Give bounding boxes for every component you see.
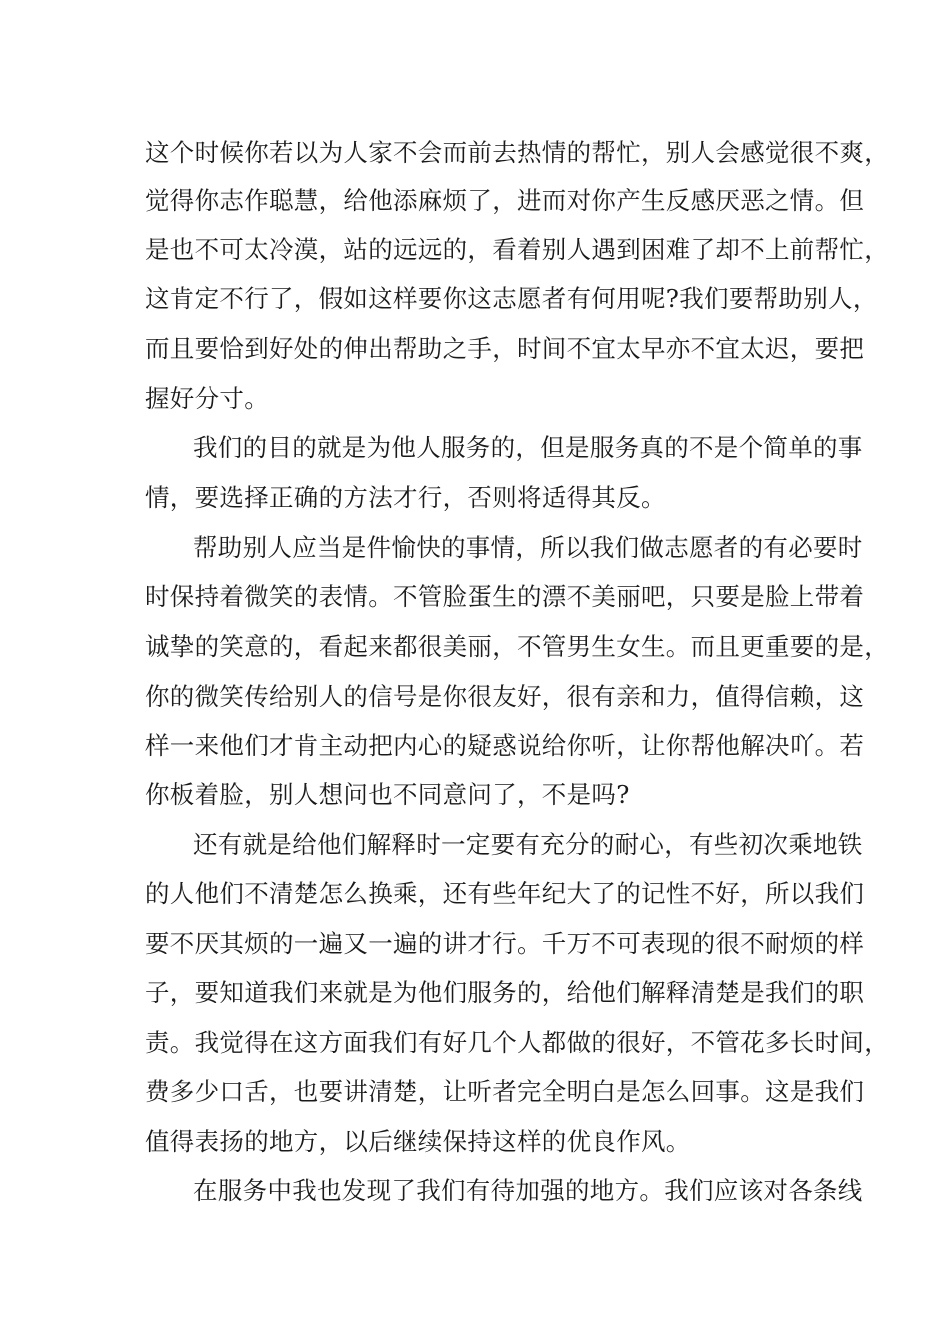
text-line: 责。我觉得在这方面我们有好几个人都做的很好，不管花多长时间， [145,1028,889,1057]
text-line: 这个时候你若以为人家不会而前去热情的帮忙，别人会感觉很不爽， [145,138,889,167]
text-line: 觉得你志作聪慧，给他添麻烦了，进而对你产生反感厌恶之情。但 [145,186,865,215]
text-line: 诚挚的笑意的，看起来都很美丽，不管男生女生。而且更重要的是， [145,632,889,661]
text-line: 时保持着微笑的表情。不管脸蛋生的漂不美丽吧，只要是脸上带着 [145,582,865,611]
text-line: 这肯定不行了，假如这样要你这志愿者有何用呢?我们要帮助别人， [145,284,878,313]
text-line: 你的微笑传给别人的信号是你很友好，很有亲和力，值得信赖，这 [145,682,865,711]
text-line: 你板着脸，别人想问也不同意问了，不是吗? [145,780,630,809]
text-line: 握好分寸。 [145,384,269,413]
text-line: 而且要恰到好处的伸出帮助之手，时间不宜太早亦不宜太迟，要把 [145,334,865,363]
text-line: 要不厌其烦的一遍又一遍的讲才行。千万不可表现的很不耐烦的样 [145,929,865,958]
paragraph-first-line: 在服务中我也发现了我们有待加强的地方。我们应该对各条线 [193,1176,863,1205]
text-line: 的人他们不清楚怎么换乘，还有些年纪大了的记性不好，所以我们 [145,879,865,908]
text-line: 子，要知道我们来就是为他们服务的，给他们解释清楚是我们的职 [145,978,865,1007]
text-line: 值得表扬的地方，以后继续保持这样的优良作风。 [145,1127,691,1156]
text-line: 是也不可太冷漠，站的远远的，看着别人遇到困难了却不上前帮忙， [145,235,889,264]
text-line: 费多少口舌，也要讲清楚，让听者完全明白是怎么回事。这是我们 [145,1077,865,1106]
text-line: 样一来他们才肯主动把内心的疑惑说给你听，让你帮他解决吖。若 [145,731,865,760]
text-line: 情，要选择正确的方法才行，否则将适得其反。 [145,483,666,512]
paragraph-first-line: 我们的目的就是为他人服务的，但是服务真的不是个简单的事 [193,433,863,462]
paragraph-first-line: 帮助别人应当是件愉快的事情，所以我们做志愿者的有必要时 [193,533,863,562]
paragraph-first-line: 还有就是给他们解释时一定要有充分的耐心，有些初次乘地铁 [193,830,863,859]
